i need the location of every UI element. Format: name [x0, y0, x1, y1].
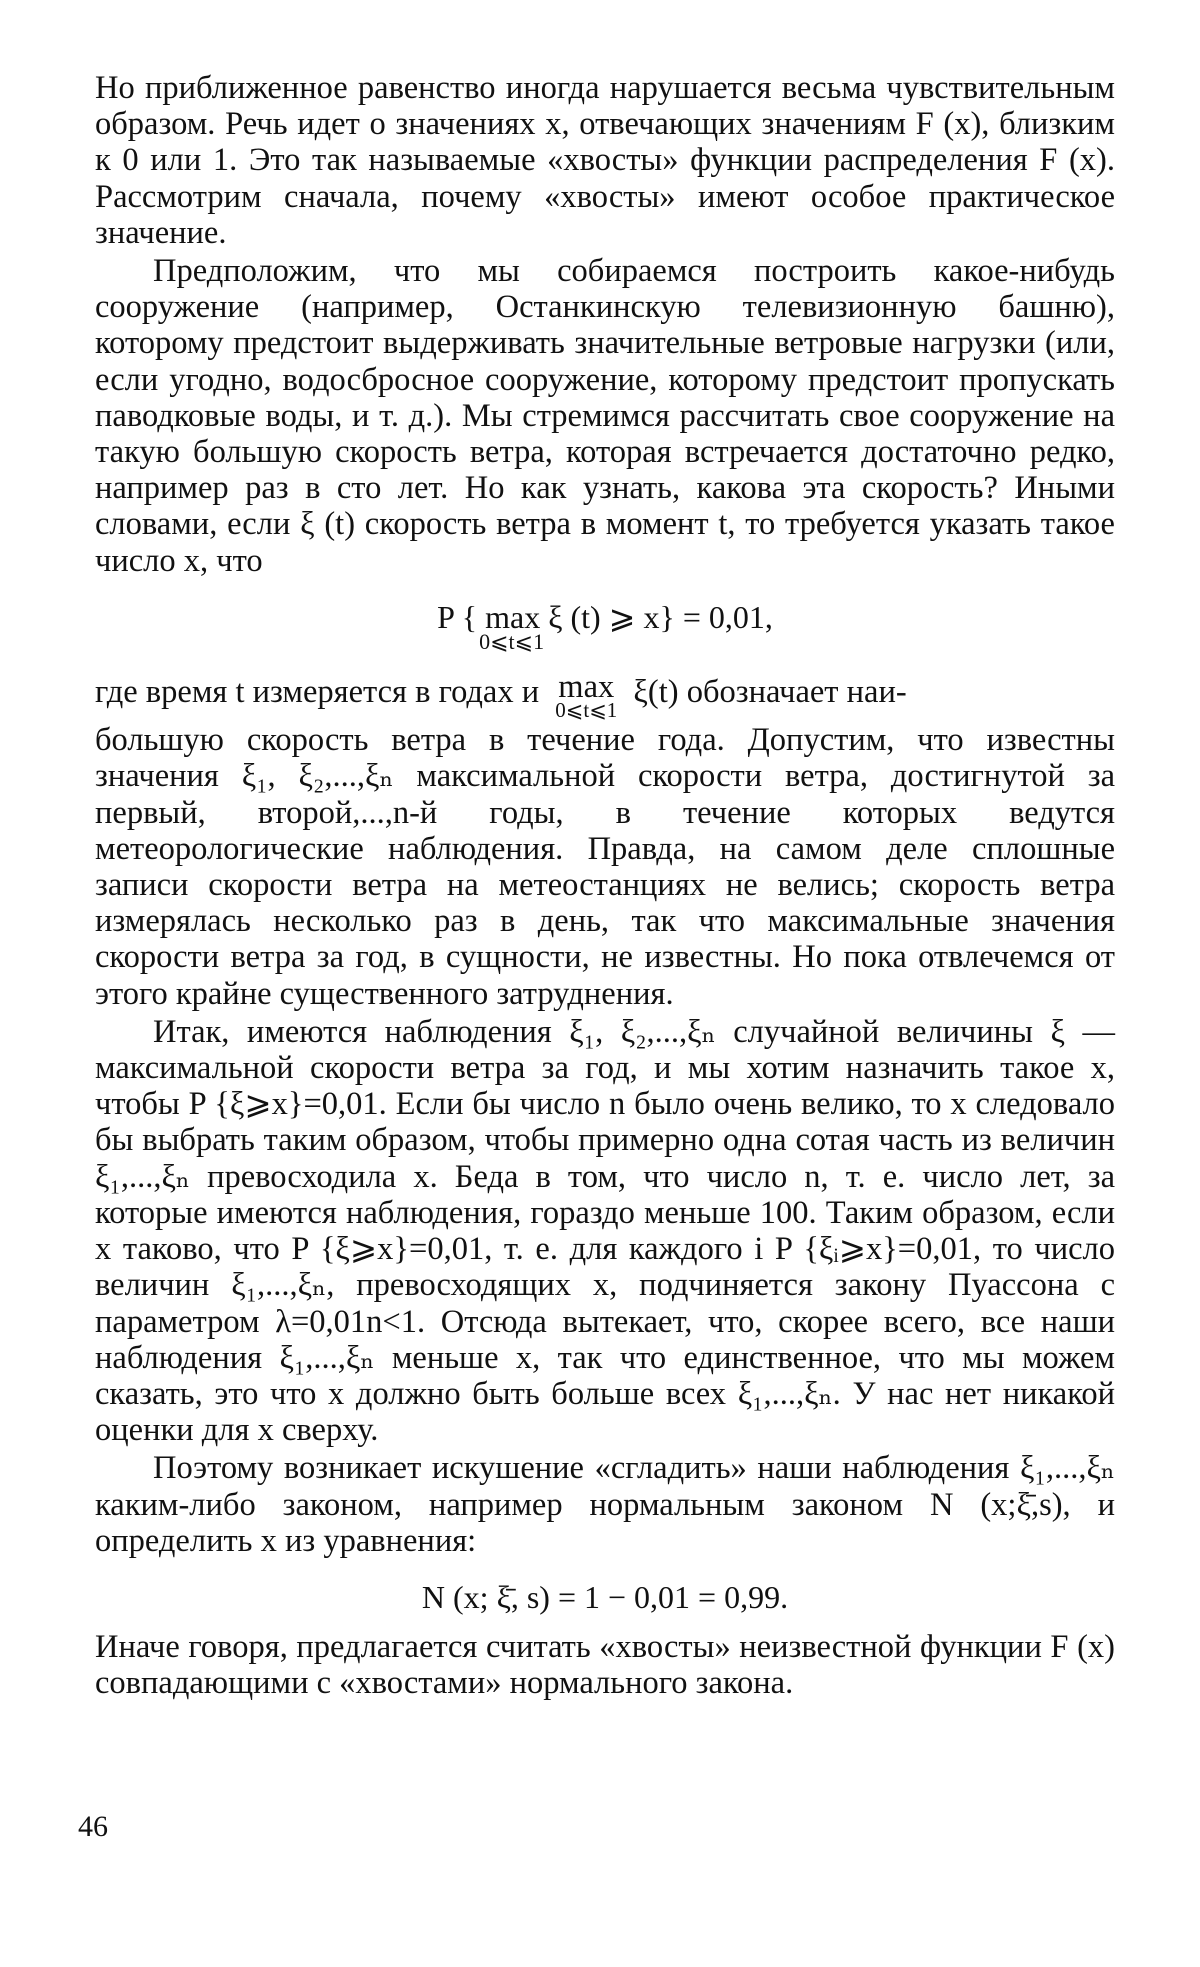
paragraph-where-time [95, 669, 1115, 723]
max-operator-word: max [558, 669, 615, 706]
formula-normal-equation: N (x; ξ̄, s) = 1 − 0,01 = 0,99. [421, 1578, 789, 1615]
max-operator-limits: 0⩽t⩽1 [555, 698, 618, 723]
max-operator [555, 669, 618, 723]
formula-max-probability [95, 599, 1115, 656]
paragraph-observations: большую скорость ветра в течение года. Допустим, что известны значения ξ₁, ξ₂,...,ξₙ максимальной скорости ветра, достигнутой за первый, второй,...,n-й годы, в течение которых ведутся метеорологические наблюдения. Правда, на самом деле сплошные записи скорости ветра на метеостанциях не велись; скорость ветра измерялась несколько раз в день, так что максимальные значения скорости ветра за год, в сущности, не известны. Но пока отвлечемся от этого крайне существенного затруднения. [95, 722, 1115, 1012]
paragraph-tails-intro: Но приближенное равенство иногда нарушается весьма чувствительным образом. Речь идет о значениях x, отвечающих значениям F (x), близким к 0 или 1. Это так называемые «хвосты» функции распределения F (x). Рассмотрим сначала, почему «хвосты» имеют особое практическое значение. [95, 70, 1115, 251]
where-line-after: ξ(t) обозначает наи- [633, 674, 907, 711]
page-text [95, 70, 1115, 1702]
formula-max-probability-main: P { max ξ (t) ⩾ x} = 0,01, [437, 598, 773, 635]
paragraph-poetomu: Поэтому возникает искушение «сгладить» наши наблюдения ξ₁,...,ξₙ каким-либо законом, например нормальным законом N (x;ξ̄,s), и определить x из уравнения: [95, 1450, 1115, 1559]
page-number: 46 [78, 1810, 108, 1843]
paragraph-itak: Итак, имеются наблюдения ξ₁, ξ₂,...,ξₙ случайной величины ξ — максимальной скорости ветра за год, и мы хотим назначить такое x, чтобы P {ξ⩾x}=0,01. Если бы число n было очень велико, то x следовало бы выбрать таким образом, чтобы примерно одна сотая часть из величин ξ₁,...,ξₙ превосходила x. Беда в том, что число n, т. е. число лет, за которые имеются наблюдения, гораздо меньше 100. Таким образом, если x таково, что P {ξ⩾x}=0,01, т. е. для каждого i P {ξᵢ⩾x}=0,01, то число величин ξ₁,...,ξₙ, превосходящих x, подчиняется закону Пуассона с параметром λ=0,01n<1. Отсюда вытекает, что, скорее всего, все наши наблюдения ξ₁,...,ξₙ меньше x, так что единственное, что мы можем сказать, это что x должно быть больше всех ξ₁,...,ξₙ. У нас нет никакой оценки для x сверху. [95, 1013, 1115, 1449]
paragraph-conclusion: Иначе говоря, предлагается считать «хвосты» неизвестной функции F (x) совпадающими с «хвостами» нормального закона. [95, 1629, 1115, 1702]
paragraph-tower-example: Предположим, что мы собираемся построить какое-нибудь сооружение (например, Останкинскую телевизионную башню), которому предстоит выдерживать значительные ветровые нагрузки (или, если угодно, водосбросное сооружение, которому предстоит пропускать паводковые воды, и т. д.). Мы стремимся рассчитать свое сооружение на такую большую скорость ветра, которая встречается достаточно редко, например раз в сто лет. Но как узнать, какова эта скорость? Иными словами, если ξ (t) скорость ветра в момент t, то требуется указать такое число x, что [95, 253, 1115, 579]
formula-max-probability-limits: 0⩽t⩽1 [479, 629, 545, 655]
where-line-before: где время t измеряется в годах и [95, 674, 540, 711]
